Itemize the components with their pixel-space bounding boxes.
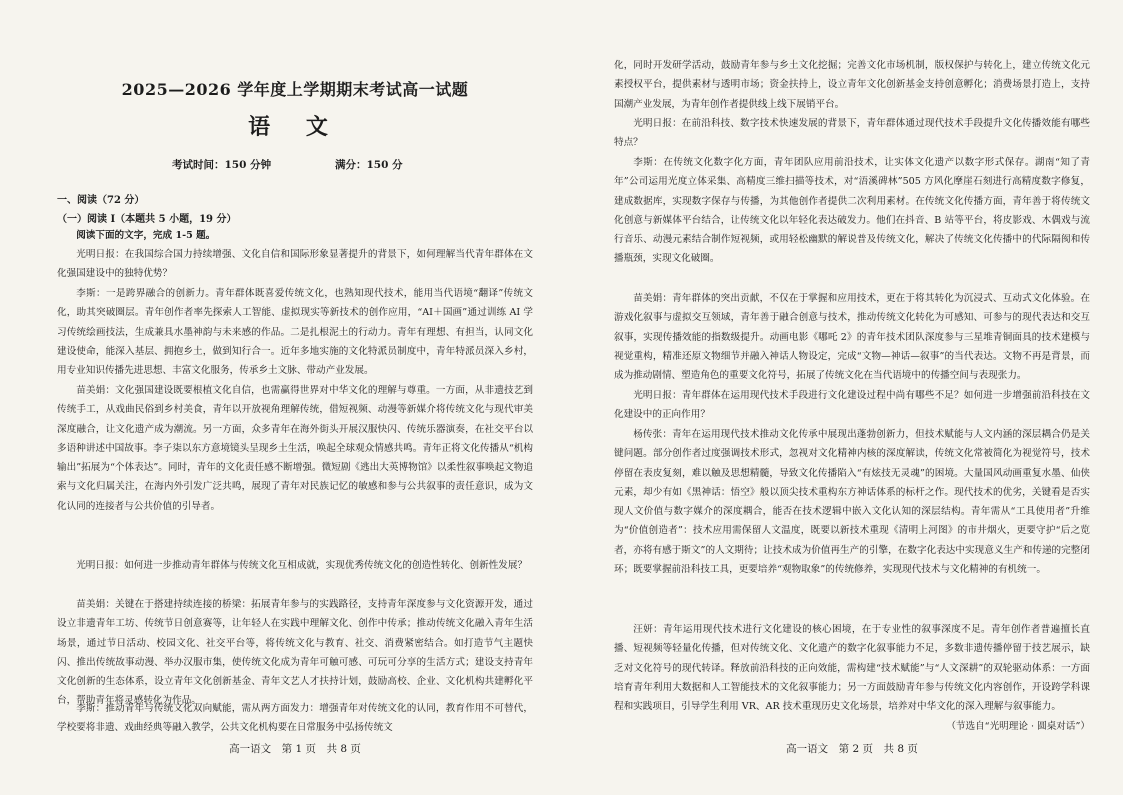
paragraph: 杨传张：青年在运用现代技术推动文化传承中展现出蓬勃创新力，但技术赋能与人文内涵的深层耦合仍是关键问题。部分创作者过度强调技术形式，忽视对文化精神内核的深度解读，传统文化常被简化为视觉符号，技术停留在表皮复刻，难以触及思想精髓，导致文化传播陷入“有炫技无灵魂”的困境。大量国风动画重复水墨、仙侠元素，却少有如《黑神话：悟空》般以顶尖技术重构东方神话体系的标杆之作。现代技术的优劣，关键看是否实现人文价值与数字媒介的深度耦合，能否在技术逻辑中嵌入文化认知的深层结构。青年需从“工具使用者”升维为“价值创造者”：技术应用需保留人文温度，既要以新技术重现《清明上河图》的市井烟火，更要守护“后之览者，亦将有感于斯文”的人文期待；让技术成为价值再生产的引擎，在数字化表达中实现意义生产和传递的完整闭环；既要掌握前沿科技工具，更要培养“观物取象”的传统修养，实现现代技术与文化精神的有机统一。 bbox=[614, 429, 1090, 575]
paragraph: 李斯：在传统文化数字化方面，青年团队应用前沿技术，让实体文化遗产以数字形式保存。湖南“知了青年”公司运用光度立体采集、高精度三维扫描等技术，对“浯溪碑林”505 方风化摩崖石刻进行高精度数字修复，建成数据库，实现数字保存与传播，为其他创作者提供二次利用素材。在传统文化传播方面，青年善于将传统文化创意与新媒体平台结合，让传统文化以年轻化表达破发力。他们在抖音、B 站等平台，将皮影戏、木偶戏与流行音乐、动漫元素结合制作短视频，或用轻松幽默的解说普及传统文化，解决了传统文化传播中的代际隔阂和传播瓶颈，实现文化破圈。 bbox=[614, 157, 1090, 265]
source-note: （节选自“光明理论 · 圆桌对话”） bbox=[946, 721, 1090, 732]
full-score: 满分：150 分 bbox=[335, 159, 403, 171]
paragraph: 苗美娟：青年群体的突出贡献，不仅在于掌握和应用技术，更在于将其转化为沉浸式、互动式文化体验。在游戏化叙事与虚拟交互领域，青年善于融合创意与技术，推动传统文化转化为可感知、可参与的现代表达和交互叙事，实现传播效能的指数级提升。动画电影《哪吒 2》的青年技术团队深度参与三星堆青铜面具的技术建模与视觉重构，精准还原文物细节并融入神话人物设定，完成“文物—神话—叙事”的当代表达。文物不再是背景，而成为推动剧情、塑造角色的重要文化符号，拓展了传统文化在当代语境中的传播空间与表现张力。 bbox=[614, 293, 1090, 381]
page-2 bbox=[614, 0, 1090, 795]
page-footer: 高一语文 第 2 页 共 8 页 bbox=[786, 743, 918, 755]
paragraph: 光明日报：在前沿科技、数字技术快速发展的背景下，青年群体通过现代技术手段提升文化传播效能有哪些特点？ bbox=[614, 118, 1090, 149]
paragraph: 苗美娟：文化强国建设既要根植文化自信，也需赢得世界对中华文化的理解与尊重。一方面，从非遗技艺到传统手工，从戏曲民俗到乡村美食，青年以开放视角理解传统，借短视频、动漫等新媒介将传统文化与现代审美深度融合，让文化遗产成为潮流。另一方面，众多青年在海外街头开展汉服快闪、传统乐器演奏，在社交平台以多语种讲述中国故事。李子柒以东方意境镜头呈现乡土生活，唤起全球观众情感共鸣。青年正将文化传播从“机构输出”拓展为“个体表达”。同时，青年的文化责任感不断增强。微短剧《逃出大英博物馆》以柔性叙事唤起文物追索与文化归属关注，在海内外引发广泛共鸣，展现了青年对民族记忆的敏感和参与公共叙事的责任意识，成为文化认同的连接者与公共价值的引导者。 bbox=[57, 385, 533, 512]
exam-title: 2025—2026 学年度上学期期末考试高一试题 bbox=[121, 80, 469, 99]
subsection-heading: （一）阅读 I（本题共 5 小题，19 分） bbox=[57, 214, 237, 225]
paragraph: 光明日报：青年群体在运用现代技术手段进行文化建设过程中尚有哪些不足？如何进一步增强前沿科技在文化建设中的正向作用？ bbox=[614, 390, 1090, 421]
paragraph: 苗美娟：关键在于搭建持续连接的桥梁：拓展青年参与的实践路径，支持青年深度参与文化资源开发，通过设立非遗青年工坊、传统节日创意赛等，让年轻人在实践中理解文化、创作中传承；推动传统文化融入青年生活场景，通过节日活动、校园文化、社交平台等，将传统文化与教育、社交、消费紧密结合。如打造节气主题快闪、推出传统故事动漫、举办汉服市集，使传统文化成为青年可触可感、可玩可分享的生活方式；建设支持青年文化创新的生态体系，设立青年文化创新基金、青年文艺人才扶持计划，鼓励高校、企业、文化机构共建孵化平台，帮助青年将灵感转化为作品。 bbox=[57, 599, 533, 707]
page-1 bbox=[57, 0, 533, 795]
exam-time: 考试时间：150 分钟 bbox=[172, 159, 272, 171]
subject-title: 语 文 bbox=[248, 114, 342, 140]
paragraph: 李斯：一是跨界融合的创新力。青年群体既喜爱传统文化，也熟知现代技术，能用当代语境“翻译”传统文化，助其突破圈层。青年创作者率先探索人工智能、虚拟现实等新技术的创作应用，“AI＋国画”通过训练 AI 学习传统绘画技法，生成兼具水墨神韵与未来感的作品。二是扎根泥土的行动力。青年有理想、有担当，认同文化建设使命，能深入基层、拥抱乡土，做到知行合一。近年多地实施的文化特派员制度中，青年特派员深入乡村，用专业知识传播先进思想、丰富文化服务，传承乡土文脉、带动产业发展。 bbox=[57, 288, 533, 376]
paragraph: 化，同时开发研学活动，鼓励青年参与乡土文化挖掘；完善文化市场机制，版权保护与转化上，建立传统文化元素授权平台，提供素材与透明市场；资金扶持上，设立青年文化创新基金支持创意孵化；消费场景打造上，支持国潮产业发展，为青年创作者提供线上线下展销平台。 bbox=[614, 60, 1090, 110]
page-footer: 高一语文 第 1 页 共 8 页 bbox=[229, 743, 361, 755]
paragraph: 光明日报：在我国综合国力持续增强、文化自信和国际形象显著提升的背景下，如何理解当代青年群体在文化强国建设中的独特优势？ bbox=[57, 249, 533, 280]
paragraph: 光明日报：如何进一步推动青年群体与传统文化互相成就，实现优秀传统文化的创造性转化、创新性发展？ bbox=[76, 560, 528, 571]
section-heading: 一、阅读（72 分） bbox=[57, 195, 145, 206]
instruction: 阅读下面的文字，完成 1-5 题。 bbox=[76, 230, 216, 241]
paragraph: 李斯：推动青年与传统文化双向赋能，需从两方面发力：增强青年对传统文化的认同，教育作用不可替代，学校要将非遗、戏曲经典等融入教学，公共文化机构要在日常服务中弘扬传统文 bbox=[57, 703, 533, 734]
paragraph: 汪妍：青年运用现代技术进行文化建设的核心困境，在于专业性的叙事深度不足。青年创作者普遍擅长直播、短视频等轻量化传播，但对传统文化、文化遗产的数字化叙事能力不足，多数非遗传播停留于技艺展示，缺乏对文化符号的现代转译。释放前沿科技的正向效能，需构建“技术赋能”与“人文深耕”的双轮驱动体系：一方面培育青年利用大数据和人工智能技术的文化叙事能力；另一方面鼓励青年参与传统文化内容创作，开设跨学科课程和实践项目，引导学生利用 VR、AR 技术重现历史文化场景，培养对中华文化的深入理解与叙事能力。 bbox=[614, 624, 1090, 712]
